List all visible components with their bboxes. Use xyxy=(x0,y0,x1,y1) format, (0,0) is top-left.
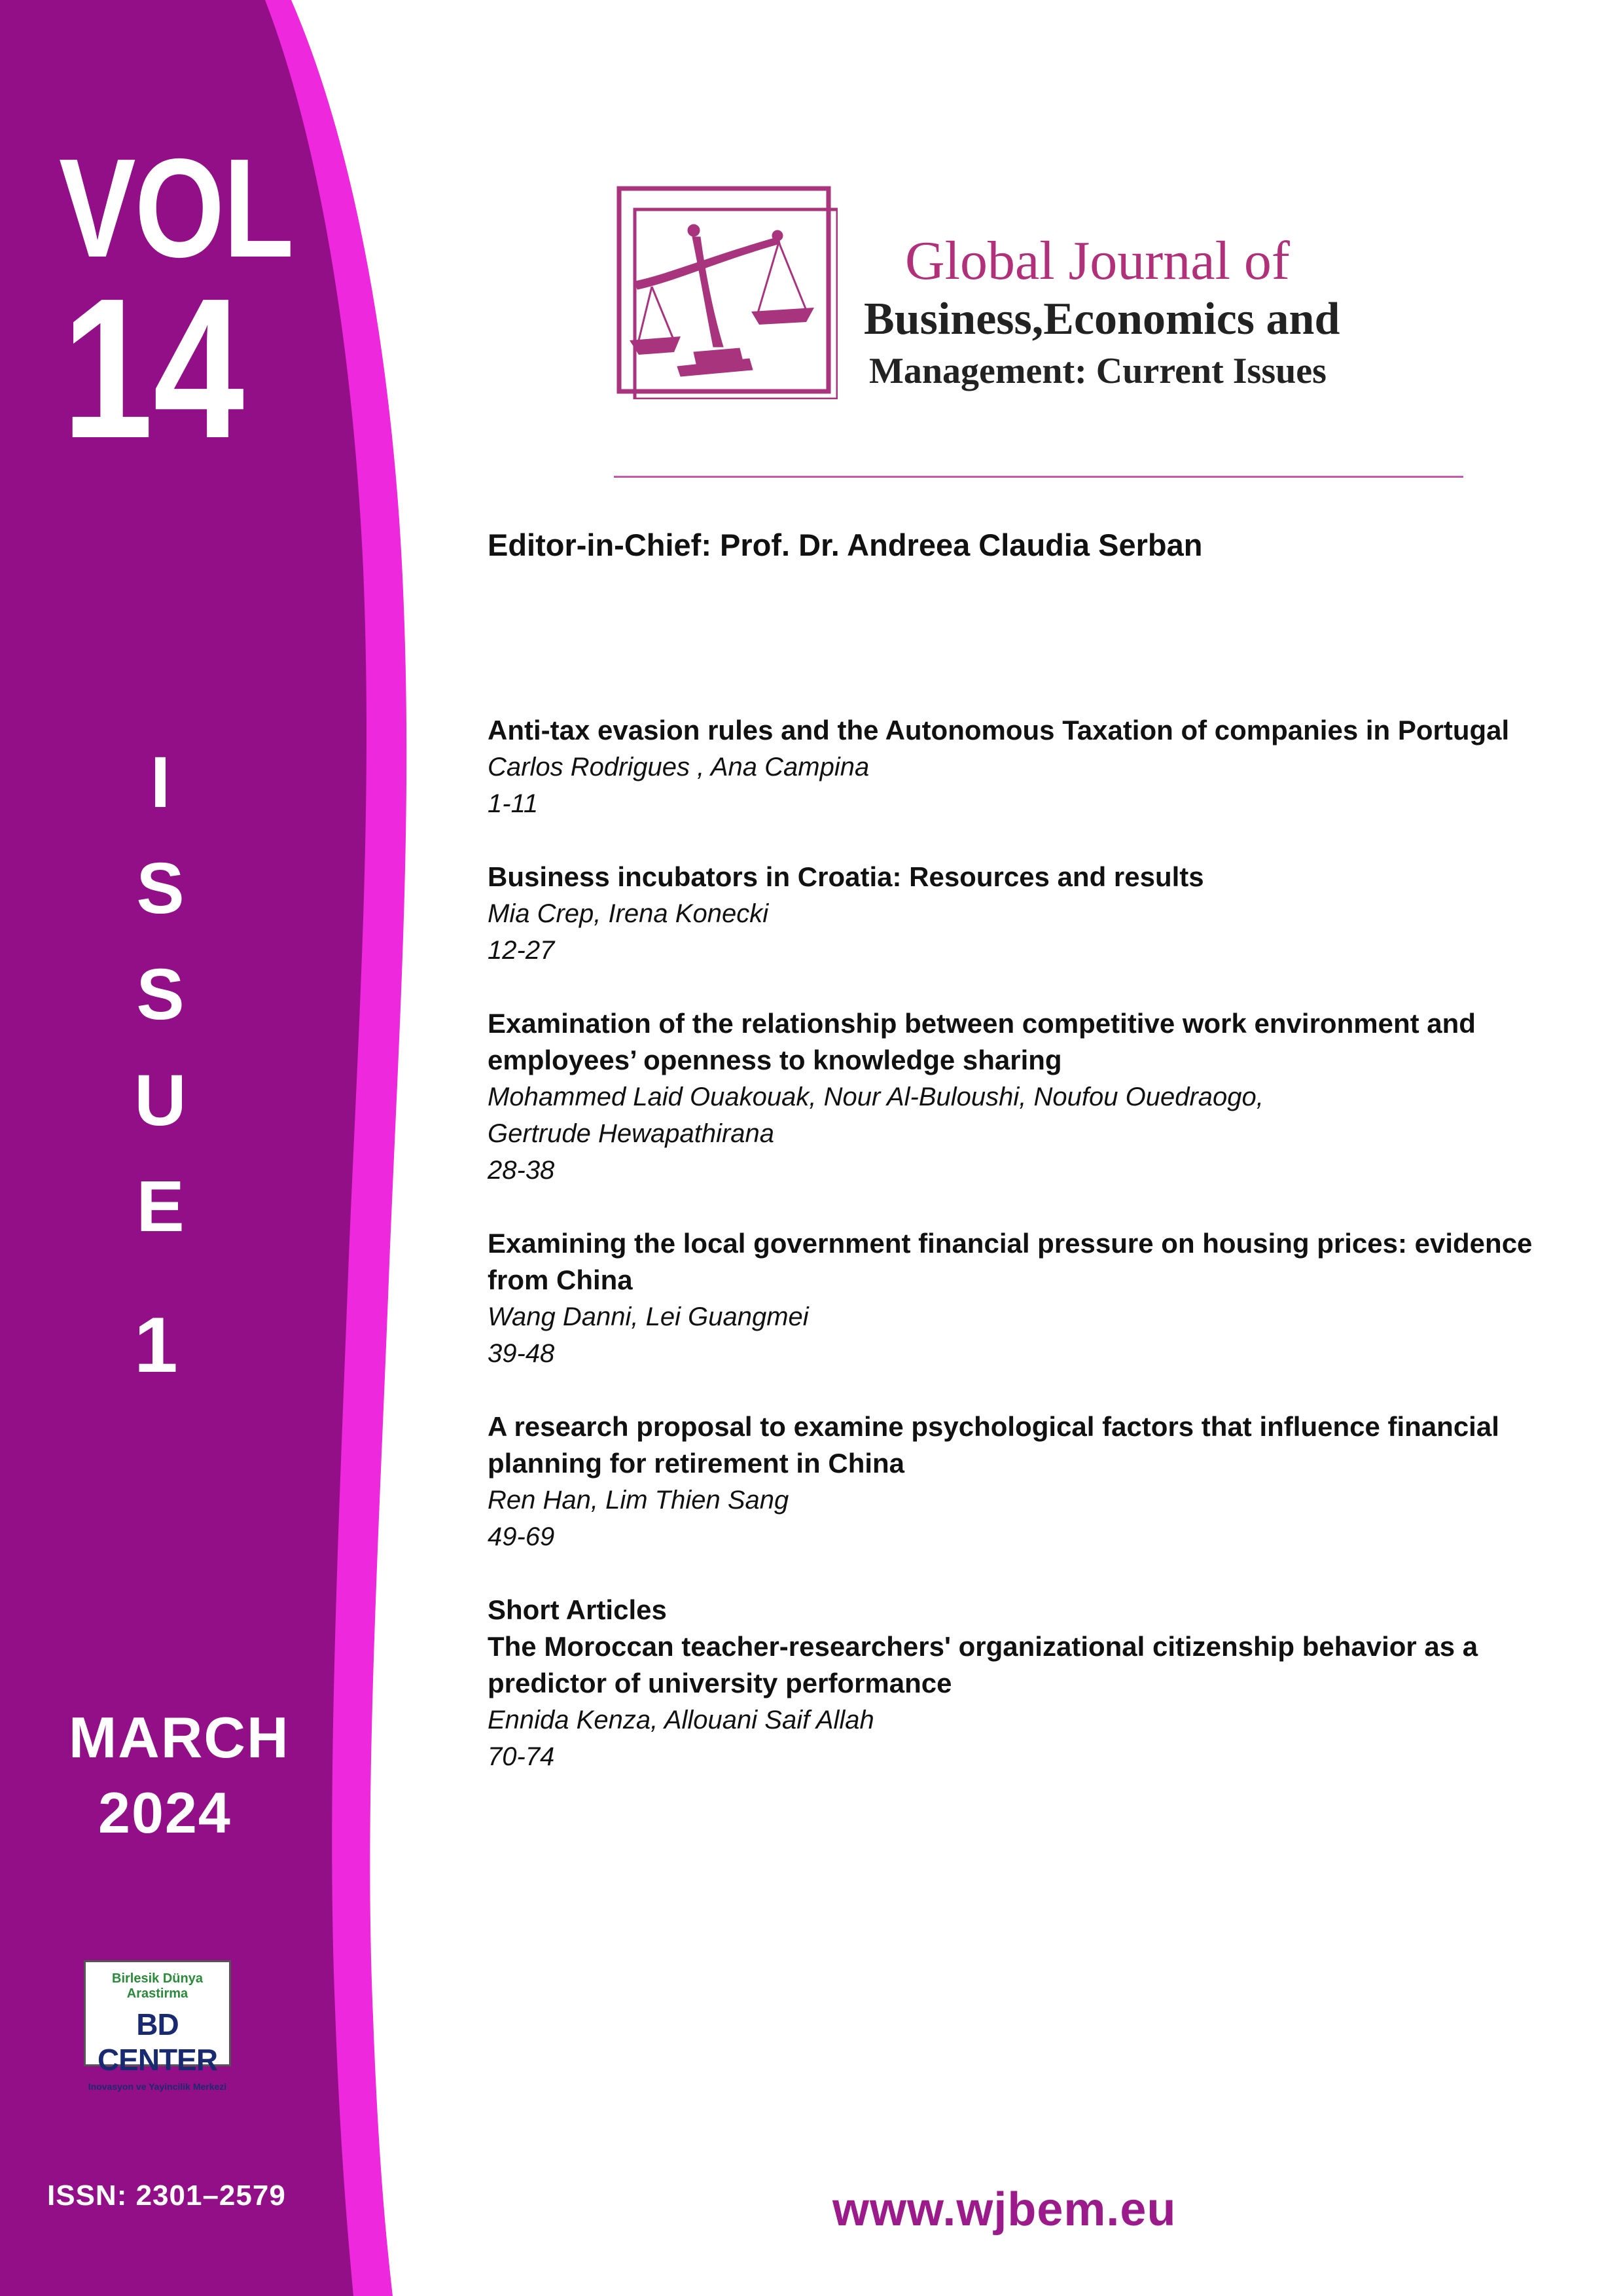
article-authors: Ren Han, Lim Thien Sang xyxy=(488,1486,789,1515)
volume-number: 14 xyxy=(62,257,245,480)
issue-letter: S xyxy=(136,954,185,1035)
website-link[interactable]: www.wjbem.eu xyxy=(832,2183,1177,2236)
article-authors: Carlos Rodrigues , Ana Campina xyxy=(488,753,870,781)
article-entry xyxy=(488,712,1587,822)
article-authors: Mia Crep, Irena Konecki xyxy=(488,899,769,928)
issue-month: MARCH xyxy=(69,1705,290,1770)
article-pages: 1-11 xyxy=(488,789,539,818)
scales-of-justice-icon xyxy=(615,183,838,399)
publisher-logo-subtitle: Inovasyon ve Yayincilik Merkezi xyxy=(88,2081,227,2092)
article-entry xyxy=(488,1408,1587,1555)
article-authors: Mohammed Laid Ouakouak, Nour Al-Buloushi, Noufou Ouedraogo, Gertrude Hewapathirana xyxy=(488,1083,1264,1148)
publisher-logo-top-text: Birlesik Dünya Arastirma xyxy=(112,1971,203,2001)
journal-title-line-1: Global Journal of xyxy=(905,230,1290,291)
article-title: A research proposal to examine psychological factors that influence financial planning for retirement in China xyxy=(488,1411,1499,1479)
short-articles-section xyxy=(488,1592,1587,1775)
article-title: Examination of the relationship between competitive work environment and employees’ openness to knowledge sharing xyxy=(488,1008,1476,1075)
article-authors: Ennida Kenza, Allouani Saif Allah xyxy=(488,1706,874,1734)
article-title: Examining the local government financial pressure on housing prices: evidence from China xyxy=(488,1228,1533,1295)
issue-letter: S xyxy=(136,848,185,929)
article-title: The Moroccan teacher-researchers' organizational citizenship behavior as a predictor of university performance xyxy=(488,1631,1478,1698)
article-title: Business incubators in Croatia: Resources and results xyxy=(488,861,1204,892)
article-pages: 28-38 xyxy=(488,1156,555,1185)
article-pages: 49-69 xyxy=(488,1522,555,1551)
journal-title-line-2: Business,Economics and xyxy=(864,294,1340,344)
issn: ISSN: 2301–2579 xyxy=(47,2179,286,2212)
article-entry xyxy=(488,1005,1587,1189)
article-pages: 70-74 xyxy=(488,1742,555,1771)
header-divider xyxy=(614,476,1463,478)
publisher-logo-name: BD CENTER xyxy=(97,2007,218,2077)
article-title: Anti-tax evasion rules and the Autonomous Taxation of companies in Portugal xyxy=(488,715,1510,745)
issue-label xyxy=(121,730,200,1260)
article-pages: 12-27 xyxy=(488,936,555,965)
volume-label: VOL xyxy=(59,129,293,287)
issue-letter: U xyxy=(134,1060,187,1141)
article-pages: 39-48 xyxy=(488,1339,555,1368)
issue-letter: I xyxy=(150,742,171,823)
article-entry xyxy=(488,859,1587,969)
issue-year: 2024 xyxy=(98,1780,232,1845)
publisher-logo xyxy=(84,1960,231,2092)
table-of-contents xyxy=(488,712,1587,1812)
article-entry xyxy=(488,1225,1587,1372)
editor-in-chief: Editor-in-Chief: Prof. Dr. Andreea Claudia Serban xyxy=(488,528,1203,562)
issue-letter: E xyxy=(136,1166,185,1247)
issue-number: 1 xyxy=(134,1301,178,1389)
short-articles-heading: Short Articles xyxy=(488,1594,667,1625)
journal-title-line-3: Management: Current Issues xyxy=(869,351,1327,391)
article-authors: Wang Danni, Lei Guangmei xyxy=(488,1302,809,1331)
